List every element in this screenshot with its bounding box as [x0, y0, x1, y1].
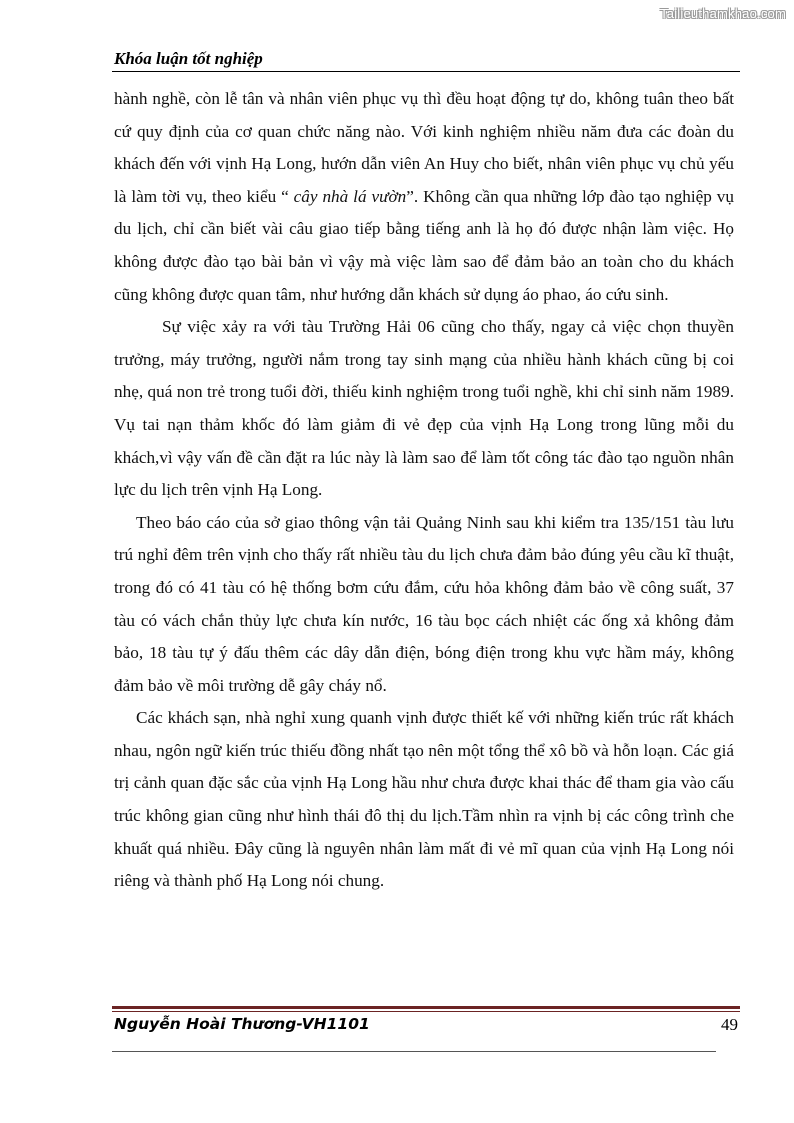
- document-body: [114, 83, 734, 898]
- paragraph-4: Các khách sạn, nhà nghỉ xung quanh vịnh được thiết kế với những kiến trúc rất khách nhau, ngôn ngữ kiến trúc thiếu đồng nhất tạo nên một tổng thể xô bồ và hỗn loạn. Các giá trị cảnh quan đặc sắc của vịnh Hạ Long hầu như chưa được khai thác để tham gia vào cấu trúc không gian cũng như hình thái đô thị du lịch.Tầm nhìn ra vịnh bị các công trình che khuất quá nhiều. Đây cũng là nguyên nhân làm mất đi vẻ mĩ quan của vịnh Hạ Long nói riêng và thành phố Hạ Long nói chung.: [114, 708, 734, 891]
- paragraph-1-text-end: ”. Không cần qua những lớp đào tạo nghiệp vụ du lịch, chỉ cần biết vài câu giao tiếp bằng tiếng anh là họ đó được nhận làm việc. Họ không được đào tạo bài bản vì vậy mà việc làm sao để đảm bảo an toàn cho du khách cũng không được quan tâm, như hướng dẫn khách sử dụng áo phao, áo cứu sinh.: [114, 186, 734, 304]
- paragraph-2: Sự việc xảy ra với tàu Trường Hải 06 cũng cho thấy, ngay cả việc chọn thuyền trưởng, máy trưởng, người nắm trong tay sinh mạng của nhiều hành khách cũng bị coi nhẹ, quá non trẻ trong tuổi đời, thiếu kinh nghiệm trong tuổi nghề, khi chỉ sinh năm 1989. Vụ tai nạn thảm khốc đó làm giảm đi vẻ đẹp của vịnh Hạ Long trong lũng mỗi du khách,vì vậy vấn đề cần đặt ra lúc này là làm sao để làm tốt công tác đào tạo nguồn nhân lực du lịch trên vịnh Hạ Long.: [114, 317, 734, 500]
- footer-bottom-divider: [112, 1051, 716, 1052]
- paragraph-3: Theo báo cáo của sở giao thông vận tải Quảng Ninh sau khi kiểm tra 135/151 tàu lưu trú nghỉ đêm trên vịnh cho thấy rất nhiều tàu du lịch chưa đảm bảo đúng yêu cầu kĩ thuật, trong đó có 41 tàu có hệ thống bơm cứu đắm, cứu hỏa không đảm bảo về công suất, 37 tàu có vách chắn thủy lực chưa kín nước, 16 tàu bọc cách nhiệt các ống xả không đảm bảo, 18 tàu tự ý đấu thêm các dây dẫn điện, bóng điện trong khu vực hầm máy, không đảm bảo về môi trường dễ gây cháy nổ.: [114, 512, 734, 695]
- paragraph-1: [114, 83, 734, 311]
- header-title: Khóa luận tốt nghiệp: [114, 49, 263, 68]
- footer-author: Nguyễn Hoài Thương-VH1101: [114, 1015, 370, 1033]
- paragraph-1-italic-phrase: cây nhà lá vườn: [293, 186, 407, 206]
- header-divider: [112, 71, 740, 72]
- paragraph-1-text-start: hành nghề, còn lễ tân và nhân viên phục vụ thì đều hoạt động tự do, không tuân theo bất cứ quy định của cơ quan chức năng nào. Với kinh nghiệm nhiều năm đưa các đoàn du khách đến với vịnh Hạ Long, hướn dẫn viên An Huy cho biết, nhân viên phục vụ chủ yếu là làm tời vụ, theo kiểu “: [114, 89, 734, 206]
- watermark-text: Tailieuthamkhao.com: [660, 6, 786, 21]
- footer-divider-thick: [112, 1006, 740, 1009]
- page-number: 49: [721, 1015, 738, 1034]
- footer-divider-thin: [112, 1011, 740, 1012]
